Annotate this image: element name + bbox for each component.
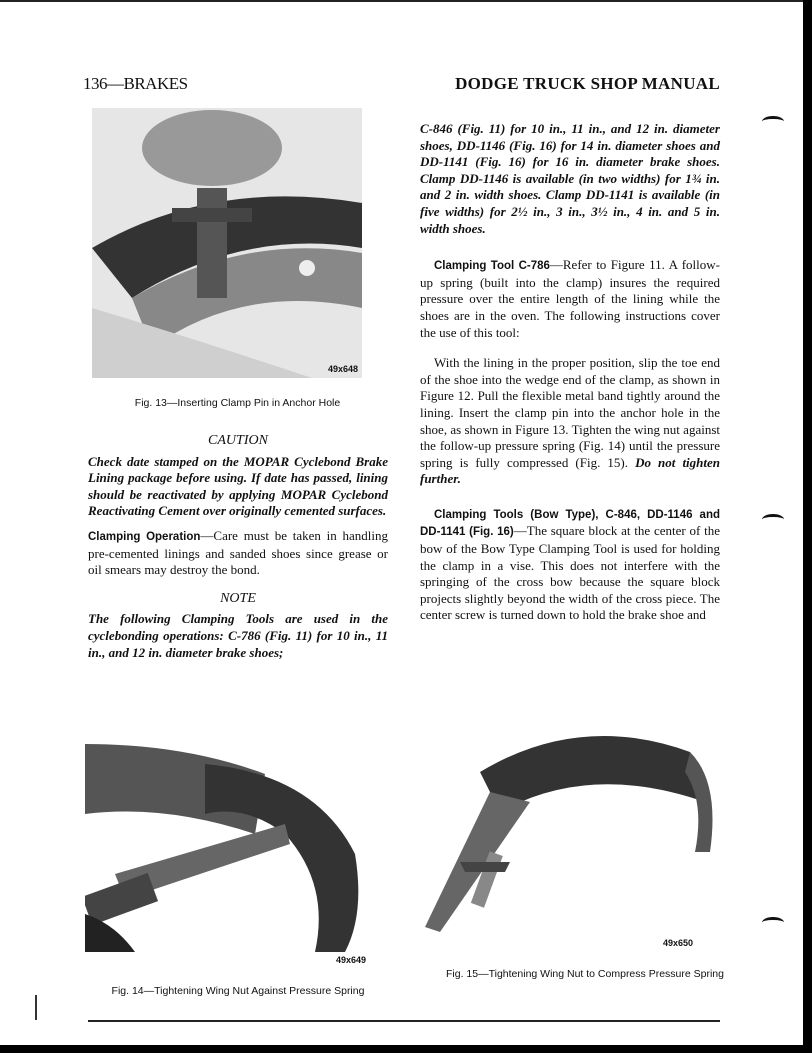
figure-caption: Fig. 13—Inserting Clamp Pin in Anchor Hole bbox=[134, 397, 341, 409]
emphasis: Do not tighten further. bbox=[420, 454, 721, 487]
scan-mark bbox=[35, 995, 37, 1020]
scan-edge-right bbox=[803, 0, 812, 1053]
manual-title: DODGE TRUCK SHOP MANUAL bbox=[455, 74, 720, 93]
figure-caption: Fig. 15—Tightening Wing Nut to Compress Pressure Spring bbox=[446, 968, 724, 980]
figure-number: 49x648 bbox=[328, 364, 359, 374]
page-section-header: 136—BRAKES bbox=[83, 74, 188, 93]
caution-text: Check date stamped on the MOPAR Cyclebond Brake Lining package before using. If date has passed, lining should be reactivated by applying MOPAR Cyclebond Reactivating Cement over originally cemented surfaces. bbox=[88, 453, 388, 519]
figure-13-photo bbox=[92, 108, 362, 378]
paragraph: With the lining in the proper position, slip the toe end of the shoe into the wedge end of the clamp, as shown in Figure 12. Pull the flexible metal band tightly around the lining. Insert the clamp pin into the anchor hole in the shoe, as shown in Figure 13. Tighten the wing nut against the follow-up pressure spring (Fig. 14) until the pressure spring is fully compressed (Fig. 15). bbox=[420, 355, 720, 470]
note-continued: C-846 (Fig. 11) for 10 in., 11 in., and 12 in. diameter shoes, DD-1146 (Fig. 16) for 14 in. diameter shoes and DD-1141 (Fig. 16) for 16 in. diameter brake shoes. Clamp DD-1146 is available (in two widths) for 1¾ in. and 2 in. width shoes. Clamp DD-1141 is available (in five widths) for 2½ in., 3 in., 3½ in., 4 in. and 5 in. width shoes. bbox=[420, 121, 720, 236]
figure-14-photo bbox=[85, 724, 365, 952]
note-title: NOTE bbox=[220, 590, 256, 606]
section-heading: Clamping Tool C-786 bbox=[434, 260, 550, 273]
left-column bbox=[88, 433, 388, 661]
margin-mark bbox=[762, 116, 784, 127]
scan-edge-bottom bbox=[0, 1045, 812, 1053]
caution-title: CAUTION bbox=[208, 433, 268, 448]
figure-15-photo bbox=[420, 712, 720, 934]
paragraph: —Care must be taken in handling pre-cemented linings and sanded shoes since grease or oil smears may destroy the bond. bbox=[88, 527, 388, 578]
margin-mark bbox=[762, 917, 784, 928]
scan-edge-top bbox=[0, 0, 812, 2]
note-text: The following Clamping Tools are used in the cyclebonding operations: C-786 (Fig. 11) for 10 in., 11 in., and 12 in. diameter brake shoes; bbox=[88, 611, 388, 660]
paragraph: —Refer to Figure 11. A follow-up spring (built into the clamp) insures the required pressure over the entire length of the lining while the shoes are in the oven. The following instructions cover the use of this tool: bbox=[420, 257, 720, 340]
figure-caption: Fig. 14—Tightening Wing Nut Against Pressure Spring bbox=[111, 985, 365, 997]
right-column bbox=[420, 121, 720, 624]
figure-number: 49x650 bbox=[663, 938, 694, 948]
figure-number: 49x649 bbox=[336, 955, 367, 965]
section-heading: Clamping Operation bbox=[88, 530, 201, 543]
margin-mark bbox=[762, 514, 784, 525]
paragraph: —The square block at the center of the bow of the Bow Type Clamping Tool is used for holding the clamp in a vise. This does not interfere with the springing of the cross bow because the square block projects slightly beyond the width of the cross piece. The center screw is turned down to hold the brake shoe and bbox=[420, 523, 721, 623]
footer-rule bbox=[88, 1020, 720, 1022]
section-heading: Clamping Tools (Bow Type), C-846, DD-1146 and DD-1141 (Fig. 16) bbox=[420, 508, 720, 539]
